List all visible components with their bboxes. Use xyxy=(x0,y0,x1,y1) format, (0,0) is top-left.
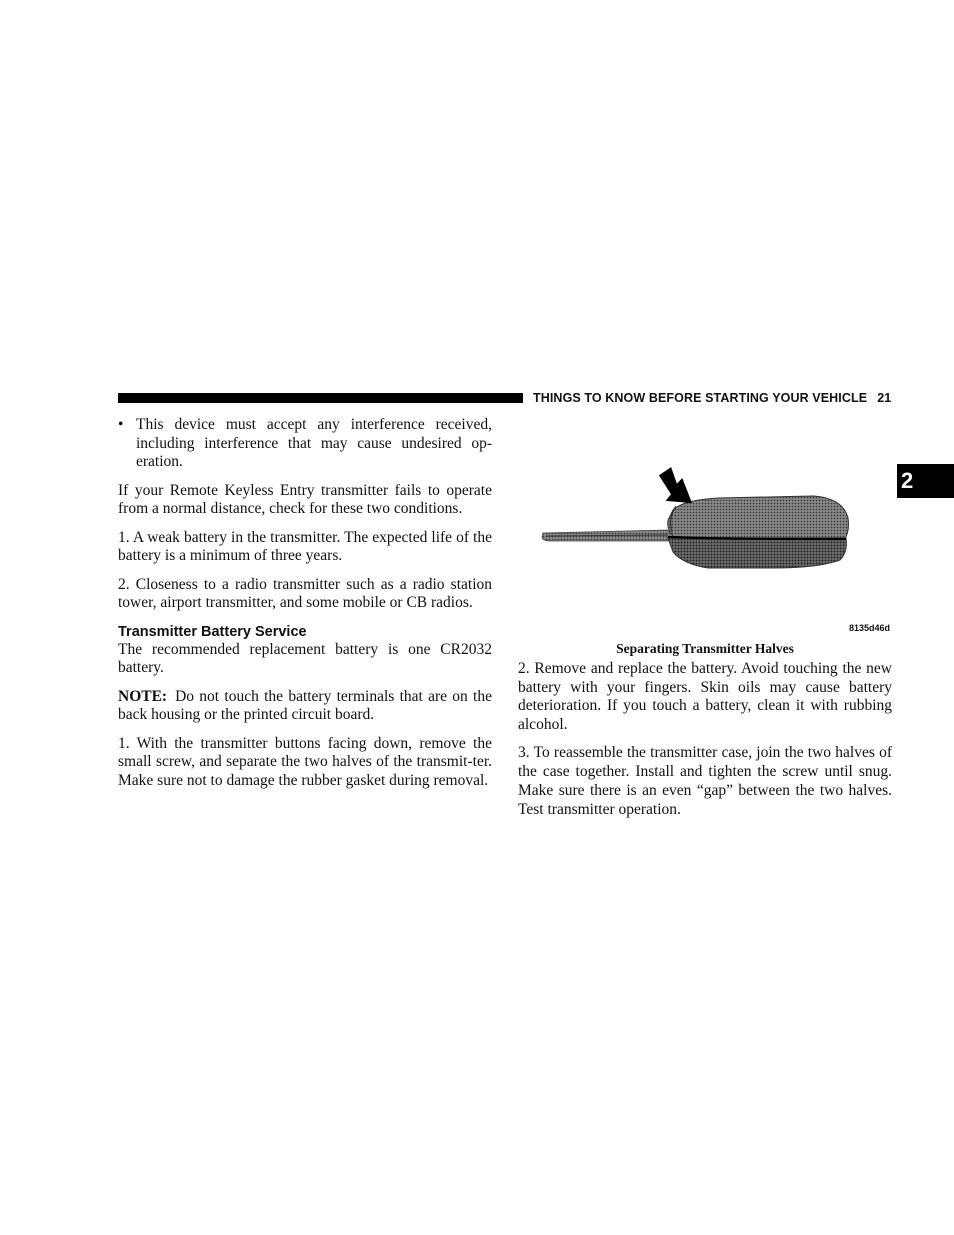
bullet-icon: • xyxy=(118,416,124,433)
arrow-icon xyxy=(658,465,692,506)
key-blade xyxy=(542,530,673,541)
chapter-tab: 2 xyxy=(897,464,954,498)
left-column xyxy=(118,416,492,800)
paragraph: 3. To reassemble the transmitter case, join the two halves of the case together. Install and tighten the screw until snug. Make sure there is an even “gap” between the two halves. Test transmitter operation. xyxy=(518,744,892,818)
note-label: NOTE: xyxy=(118,687,168,705)
paragraph: 1. A weak battery in the transmitter. The expected life of the battery is a minimum of three years. xyxy=(118,528,492,565)
bullet-text: This device must accept any interference received, including interference that may cause undesired op-eration. xyxy=(136,416,492,471)
running-header xyxy=(533,390,891,406)
section-heading: Transmitter Battery Service xyxy=(118,623,307,640)
right-column-body xyxy=(518,660,892,829)
note-text: Do not touch the battery terminals that are on the back housing or the printed circuit board. xyxy=(118,687,492,724)
transmitter-illustration xyxy=(518,460,892,635)
paragraph: If your Remote Keyless Entry transmitter fails to operate from a normal distance, check for these two conditions. xyxy=(118,481,492,518)
section-title: THINGS TO KNOW BEFORE STARTING YOUR VEHICLE xyxy=(533,391,868,405)
page-number: 21 xyxy=(877,391,892,405)
transmitter-figure xyxy=(518,460,892,635)
note-paragraph xyxy=(118,688,492,725)
paragraph: The recommended replacement battery is one CR2032 battery. xyxy=(118,640,492,677)
paragraph: 2. Closeness to a radio transmitter such as a radio station tower, airport transmitter, and some mobile or CB radios. xyxy=(118,575,492,612)
paragraph: 2. Remove and replace the battery. Avoid touching the new battery with your fingers. Skin oils may cause battery deterioration. If you touch a battery, clean it with rubbing alcohol. xyxy=(518,660,892,734)
header-rule xyxy=(118,393,523,403)
transmitter-case xyxy=(668,496,849,568)
figure-caption: Separating Transmitter Halves xyxy=(616,641,794,656)
figure-code: 8135d46d xyxy=(848,623,890,633)
paragraph: 1. With the transmitter buttons facing down, remove the small screw, and separate the two halves of the transmit-ter. Make sure not to damage the rubber gasket during removal. xyxy=(118,734,492,790)
bullet-item xyxy=(118,416,492,472)
